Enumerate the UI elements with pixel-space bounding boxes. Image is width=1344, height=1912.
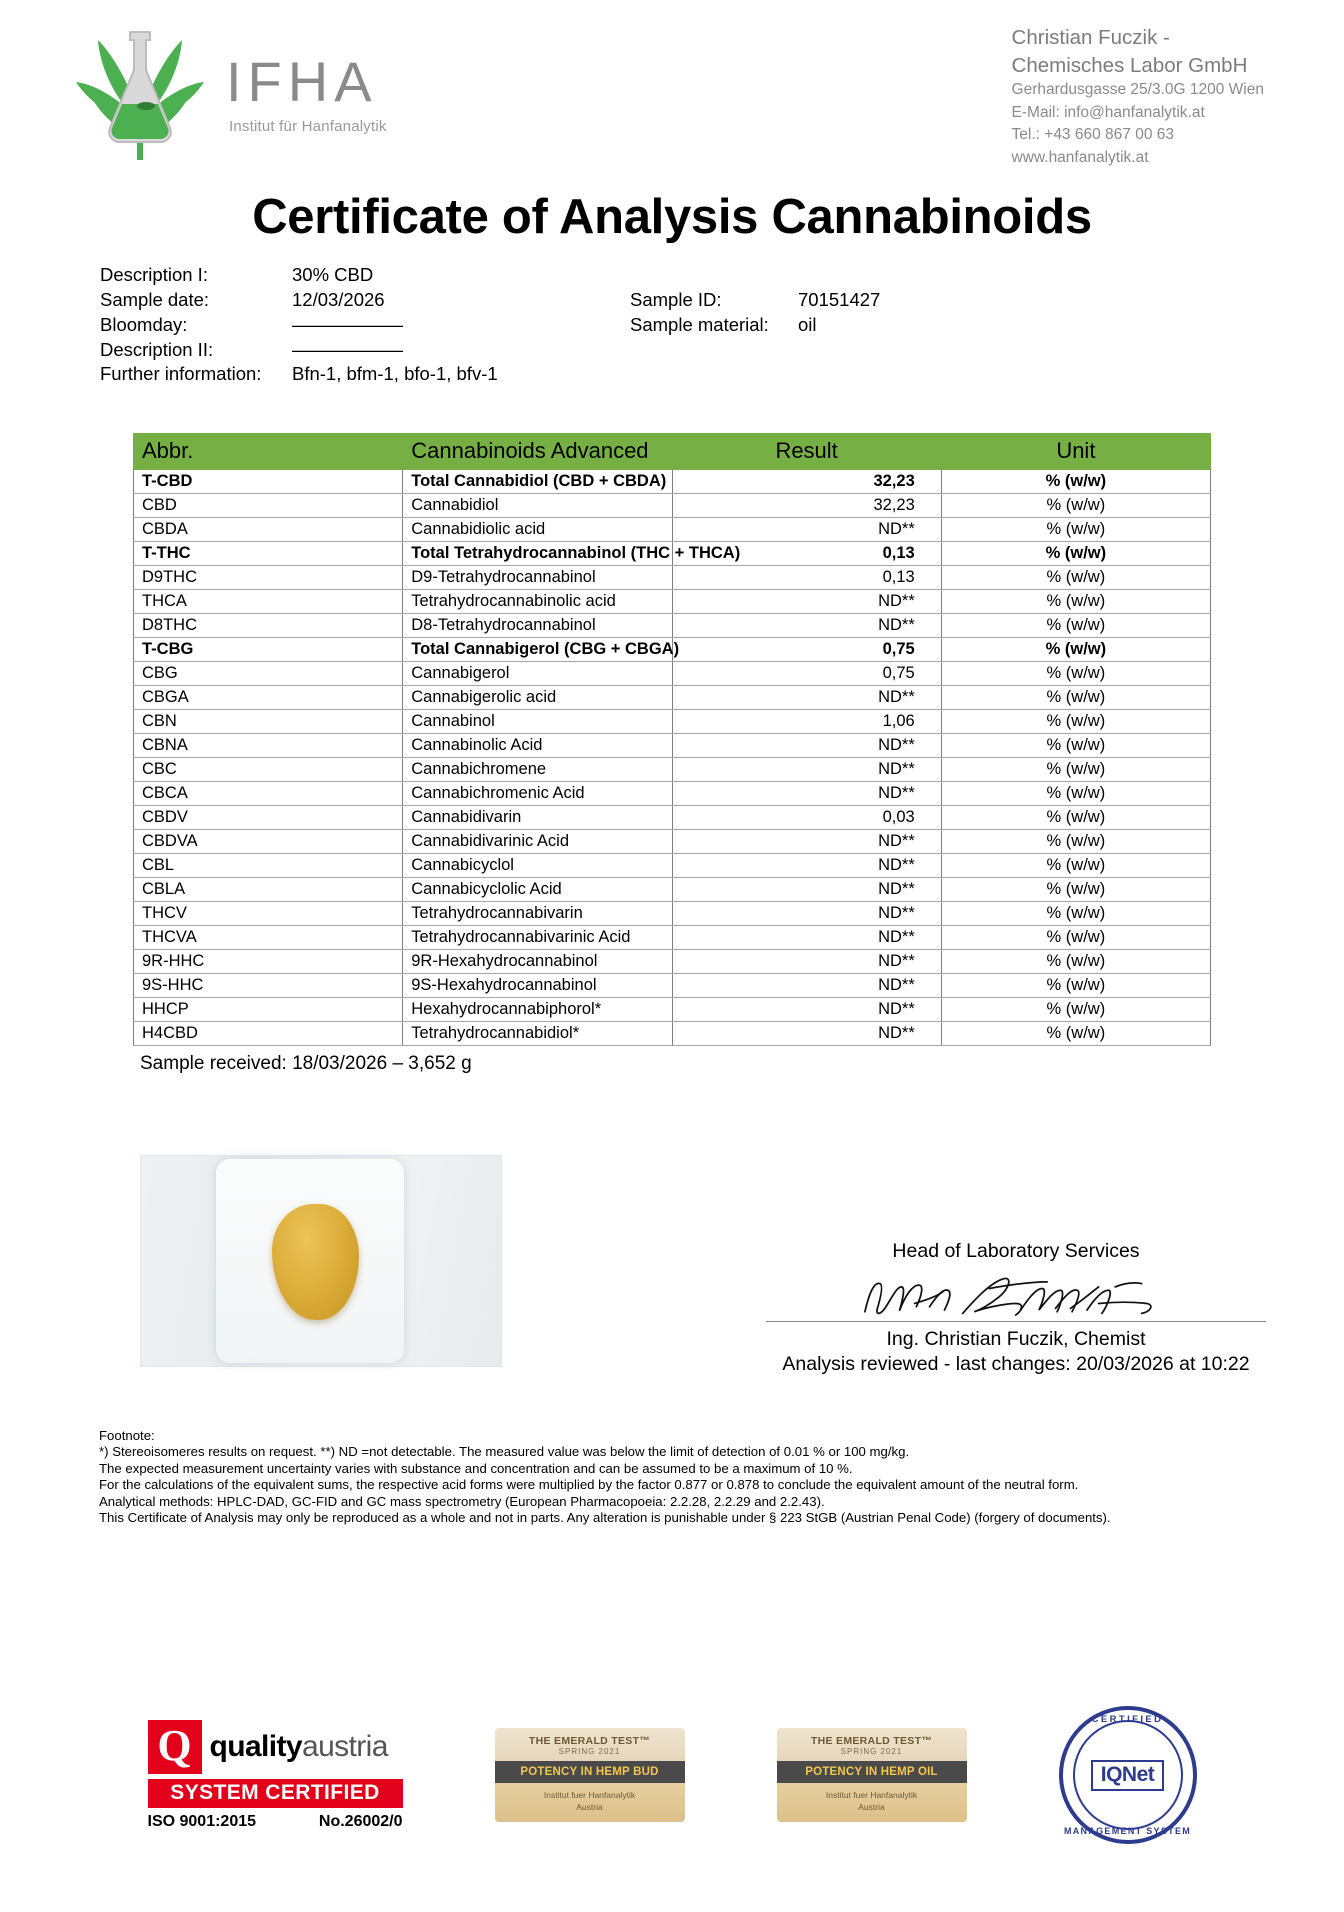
sample-date-label: Sample date: (100, 289, 210, 311)
emerald-oil-footer-country: Austria (858, 1802, 885, 1812)
cell-unit: % (w/w) (941, 710, 1210, 734)
cell-result: ND** (672, 614, 941, 638)
emerald-bud-footer-lab: Institut fuer Hanfanalytik (543, 1790, 636, 1801)
iqnet-logo: IQNet (1091, 1760, 1165, 1791)
cell-abbr: H4CBD (134, 1022, 403, 1046)
cell-unit: % (w/w) (941, 734, 1210, 758)
sample-photo (140, 1155, 502, 1367)
cell-name: 9S-Hexahydrocannabinol (403, 974, 672, 998)
info-row-description1 (100, 263, 1344, 288)
cell-unit: % (w/w) (941, 470, 1210, 494)
cell-result: ND** (672, 782, 941, 806)
iqnet-inner-ring (1073, 1720, 1183, 1830)
emerald-test-hemp-oil-badge (777, 1728, 967, 1822)
logo-title: IFHA (226, 49, 378, 113)
table-row (134, 710, 1211, 734)
logo-wordmark (226, 49, 387, 135)
cell-result: 0,75 (672, 638, 941, 662)
table-row (134, 734, 1211, 758)
cell-result: ND** (672, 926, 941, 950)
cell-result: 1,06 (672, 710, 941, 734)
table-row (134, 950, 1211, 974)
cell-result: 0,13 (672, 566, 941, 590)
cell-abbr: HHCP (134, 998, 403, 1022)
table-row (134, 542, 1211, 566)
further-information-value: Bfn-1, bfm-1, bfo-1, bfv-1 (292, 363, 498, 385)
company-email: E-Mail: info@hanfanalytik.at (1011, 103, 1205, 121)
cell-unit: % (w/w) (941, 758, 1210, 782)
cell-unit: % (w/w) (941, 926, 1210, 950)
quality-austria-badge (148, 1720, 403, 1831)
table-row (134, 518, 1211, 542)
cell-unit: % (w/w) (941, 566, 1210, 590)
sample-material-value: oil (798, 313, 817, 335)
cannabis-leaf-flask-icon (60, 12, 220, 162)
cell-abbr: CBCA (134, 782, 403, 806)
sample-id-label: Sample ID: (630, 289, 722, 311)
table-row (134, 806, 1211, 830)
column-header-name: Cannabinoids Advanced (403, 434, 672, 470)
cell-name: Cannabicyclolic Acid (403, 878, 672, 902)
cell-abbr: CBDV (134, 806, 403, 830)
table-row (134, 686, 1211, 710)
table-row (134, 1022, 1211, 1046)
cell-name: D8-Tetrahydrocannabinol (403, 614, 672, 638)
emerald-bud-category: POTENCY IN HEMP BUD (495, 1761, 685, 1783)
cell-result: 0,75 (672, 662, 941, 686)
cell-abbr: CBD (134, 494, 403, 518)
sample-material-label: Sample material: (630, 313, 769, 335)
footnote-line-4: Analytical methods: HPLC-DAD, GC-FID and GC mass spectrometry (European Pharmacopoeia: 2.2.28, 2.2.29 and 2.2.43). (99, 1493, 825, 1509)
emerald-bud-top (495, 1728, 685, 1761)
qa-name-bold: quality (209, 1729, 302, 1763)
table-row (134, 566, 1211, 590)
cell-abbr: CBC (134, 758, 403, 782)
cell-abbr: CBNA (134, 734, 403, 758)
cell-unit: % (w/w) (941, 494, 1210, 518)
company-address: Gerhardusgasse 25/3.0G 1200 Wien (1011, 81, 1264, 99)
sample-date-value: 12/03/2026 (292, 289, 385, 311)
cell-unit: % (w/w) (941, 518, 1210, 542)
further-information-label: Further information: (100, 363, 262, 385)
analysis-review-text: Analysis reviewed - last changes: 20/03/2026 at 10:22 (782, 1353, 1250, 1375)
cell-unit: % (w/w) (941, 974, 1210, 998)
quality-austria-iso: ISO 9001:2015 (147, 1812, 257, 1830)
cell-name: Total Cannabidiol (CBD + CBDA) (403, 470, 672, 494)
cell-abbr: THCA (134, 590, 403, 614)
cell-unit: % (w/w) (941, 998, 1210, 1022)
cell-result: ND** (672, 878, 941, 902)
cell-result: ND** (672, 686, 941, 710)
cell-unit: % (w/w) (941, 854, 1210, 878)
cell-unit: % (w/w) (941, 782, 1210, 806)
footnote-heading: Footnote: (99, 1428, 155, 1443)
emerald-oil-footer-lab: Institut fuer Hanfanalytik (825, 1790, 918, 1801)
table-body (134, 470, 1211, 1046)
cannabinoids-results-table (133, 433, 1211, 1046)
table-row (134, 758, 1211, 782)
info-row-further-information (100, 362, 1344, 387)
certification-badges (0, 1700, 1344, 1850)
description2-value: —————— (292, 338, 403, 360)
cell-name: Cannabicyclol (403, 854, 672, 878)
footnote-line-1: *) Stereoisomeres results on request. **) ND =not detectable. The measured value was below the limit of detection of 0.01 % or 100 mg/kg. (99, 1444, 910, 1460)
cell-unit: % (w/w) (941, 950, 1210, 974)
table-row (134, 590, 1211, 614)
column-header-result: Result (672, 434, 941, 470)
table-row (134, 782, 1211, 806)
emerald-oil-title: THE EMERALD TEST™ (810, 1735, 933, 1748)
cell-result: 32,23 (672, 494, 941, 518)
table-row (134, 662, 1211, 686)
table-row (134, 614, 1211, 638)
cell-name: D9-Tetrahydrocannabinol (403, 566, 672, 590)
cell-abbr: CBL (134, 854, 403, 878)
cell-unit: % (w/w) (941, 638, 1210, 662)
cell-unit: % (w/w) (941, 1022, 1210, 1046)
cell-unit: % (w/w) (941, 590, 1210, 614)
cell-name: Tetrahydrocannabinolic acid (403, 590, 672, 614)
cell-unit: % (w/w) (941, 662, 1210, 686)
info-row-sample-date (100, 288, 1344, 313)
head-of-laboratory-label: Head of Laboratory Services (892, 1240, 1140, 1262)
company-name-line1: Christian Fuczik - (1011, 26, 1170, 49)
cell-result: 0,03 (672, 806, 941, 830)
column-header-abbr: Abbr. (134, 434, 403, 470)
signature-block (766, 1240, 1266, 1376)
quality-austria-number: No.26002/0 (318, 1812, 403, 1830)
spacer (540, 313, 630, 338)
cell-result: ND** (672, 518, 941, 542)
cell-result: ND** (672, 1022, 941, 1046)
cell-name: 9R-Hexahydrocannabinol (403, 950, 672, 974)
cell-unit: % (w/w) (941, 542, 1210, 566)
cell-abbr: THCVA (134, 926, 403, 950)
spacer (540, 288, 630, 313)
cell-name: Cannabidiol (403, 494, 672, 518)
cell-abbr: THCV (134, 902, 403, 926)
cell-abbr: CBLA (134, 878, 403, 902)
cell-abbr: 9S-HHC (134, 974, 403, 998)
cell-name: Cannabidiolic acid (403, 518, 672, 542)
cell-abbr: D8THC (134, 614, 403, 638)
cell-abbr: CBN (134, 710, 403, 734)
cell-abbr: 9R-HHC (134, 950, 403, 974)
description1-label: Description I: (100, 264, 208, 286)
emerald-bud-subtitle: SPRING 2021 (558, 1747, 621, 1757)
signature-rule (766, 1321, 1266, 1322)
iqnet-bottom-text: MANAGEMENT SYSTEM (1063, 1826, 1192, 1836)
cell-abbr: D9THC (134, 566, 403, 590)
cell-abbr: CBDVA (134, 830, 403, 854)
cell-name: Cannabigerol (403, 662, 672, 686)
cell-abbr: CBDA (134, 518, 403, 542)
cell-unit: % (w/w) (941, 806, 1210, 830)
cell-name: Cannabinol (403, 710, 672, 734)
cell-unit: % (w/w) (941, 878, 1210, 902)
cell-result: ND** (672, 950, 941, 974)
emerald-oil-subtitle: SPRING 2021 (840, 1747, 903, 1757)
table-row (134, 926, 1211, 950)
qa-name-light: austria (301, 1729, 388, 1763)
table-row (134, 638, 1211, 662)
emerald-bud-footer-country: Austria (576, 1802, 603, 1812)
cell-abbr: T-CBG (134, 638, 403, 662)
emerald-bud-title: THE EMERALD TEST™ (528, 1735, 651, 1748)
cell-result: 0,13 (672, 542, 941, 566)
cell-name: Cannabinolic Acid (403, 734, 672, 758)
table-head (134, 434, 1211, 470)
cell-abbr: T-THC (134, 542, 403, 566)
table-header-row (134, 434, 1211, 470)
logo-subtitle: Institut für Hanfanalytik (229, 117, 387, 135)
cell-name: Cannabidivarinic Acid (403, 830, 672, 854)
cell-result: ND** (672, 902, 941, 926)
table-row (134, 470, 1211, 494)
company-website: www.hanfanalytik.at (1011, 148, 1149, 166)
quality-austria-top (148, 1720, 403, 1774)
bloomday-label: Bloomday: (100, 313, 188, 335)
cell-abbr: CBGA (134, 686, 403, 710)
company-name-line2: Chemisches Labor GmbH (1011, 53, 1248, 77)
emerald-bud-footer (495, 1783, 685, 1822)
cell-name: Tetrahydrocannabivarin (403, 902, 672, 926)
table-row (134, 902, 1211, 926)
table-row (134, 830, 1211, 854)
signature-icon (850, 1267, 1181, 1325)
footnote-line-5: This Certificate of Analysis may only be reproduced as a whole and not in parts. Any alteration is punishable under § 223 StGB (Austrian Penal Code) (forgery of documents). (99, 1510, 1111, 1526)
sample-id-value: 70151427 (798, 289, 881, 311)
bloomday-value: —————— (292, 313, 403, 335)
description1-value: 30% CBD (292, 264, 374, 286)
company-contact-block (1012, 12, 1264, 169)
page-header (0, 0, 1344, 169)
iqnet-badge (1059, 1706, 1197, 1844)
cell-abbr: CBG (134, 662, 403, 686)
cell-unit: % (w/w) (941, 614, 1210, 638)
table-row (134, 974, 1211, 998)
cell-name: Total Cannabigerol (CBG + CBGA) (403, 638, 672, 662)
cell-name: Cannabichromene (403, 758, 672, 782)
cell-result: ND** (672, 830, 941, 854)
table-row (134, 854, 1211, 878)
company-logo (60, 12, 387, 162)
cell-abbr: T-CBD (134, 470, 403, 494)
cell-name: Cannabigerolic acid (403, 686, 672, 710)
emerald-oil-category: POTENCY IN HEMP OIL (777, 1761, 967, 1783)
quality-austria-bar: SYSTEM CERTIFIED (148, 1779, 403, 1808)
info-row-bloomday (100, 313, 1344, 338)
cell-name: Hexahydrocannabiphorol* (403, 998, 672, 1022)
table-row (134, 494, 1211, 518)
quality-austria-q-icon: Q (148, 1720, 202, 1774)
cell-unit: % (w/w) (941, 902, 1210, 926)
quality-austria-name (210, 1730, 388, 1764)
emerald-test-hemp-bud-badge (495, 1728, 685, 1822)
company-phone: Tel.: +43 660 867 00 63 (1011, 126, 1174, 144)
cell-name: Total Tetrahydrocannabinol (THC + THCA) (403, 542, 672, 566)
cell-result: ND** (672, 758, 941, 782)
cell-unit: % (w/w) (941, 830, 1210, 854)
iqnet-top-text: CERTIFIED (1091, 1714, 1164, 1725)
cell-result: 32,23 (672, 470, 941, 494)
cell-result: ND** (672, 974, 941, 998)
cell-name: Cannabidivarin (403, 806, 672, 830)
table-row (134, 878, 1211, 902)
footnote-block (99, 1428, 1259, 1526)
signatory-name: Ing. Christian Fuczik, Chemist (886, 1328, 1146, 1350)
description2-label: Description II: (100, 338, 214, 360)
cell-name: Tetrahydrocannabivarinic Acid (403, 926, 672, 950)
cell-name: Tetrahydrocannabidiol* (403, 1022, 672, 1046)
cell-result: ND** (672, 998, 941, 1022)
cell-result: ND** (672, 734, 941, 758)
emerald-oil-top (777, 1728, 967, 1761)
cell-result: ND** (672, 590, 941, 614)
sample-received-text: Sample received: 18/03/2026 – 3,652 g (140, 1053, 472, 1075)
cell-unit: % (w/w) (941, 686, 1210, 710)
quality-austria-footer (148, 1813, 403, 1831)
table-row (134, 998, 1211, 1022)
cell-name: Cannabichromenic Acid (403, 782, 672, 806)
emerald-oil-footer (777, 1783, 967, 1822)
sample-info-block (100, 263, 1344, 387)
cell-result: ND** (672, 854, 941, 878)
footnote-line-3: For the calculations of the equivalent sums, the respective acid forms were multiplied by the factor 0.877 or 0.878 to conclude the equivalent amount of the neutral form. (99, 1477, 1079, 1493)
column-header-unit: Unit (941, 434, 1210, 470)
page-title: Certificate of Analysis Cannabinoids (252, 190, 1092, 245)
info-row-description2 (100, 338, 1344, 363)
footnote-line-2: The expected measurement uncertainty varies with substance and concentration and can be assumed to be a maximum of 10 %. (99, 1460, 853, 1476)
